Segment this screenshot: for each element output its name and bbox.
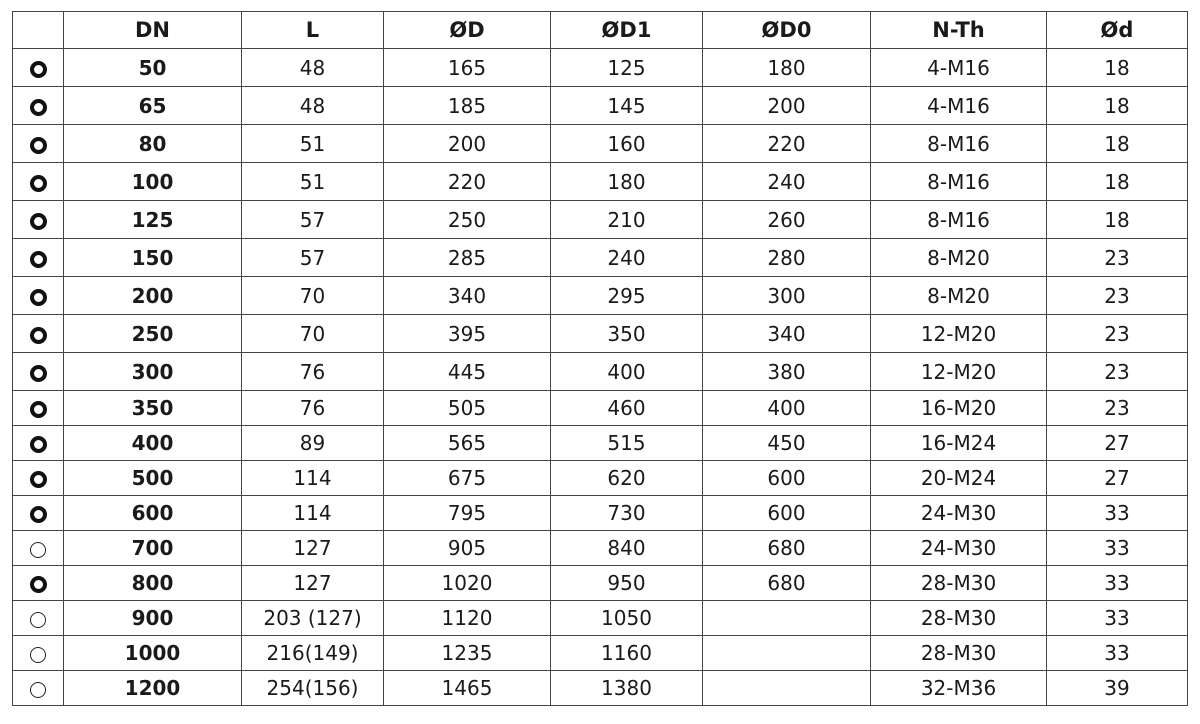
- cell-marker: [13, 277, 64, 315]
- cell-marker: [13, 636, 64, 671]
- cell-nth: 8-M20: [871, 277, 1047, 315]
- cell-d: 285: [384, 239, 551, 277]
- cell-nth: 12-M20: [871, 353, 1047, 391]
- filled-circle-icon: [30, 289, 47, 306]
- cell-nth: 8-M16: [871, 201, 1047, 239]
- cell-dn: 900: [64, 601, 242, 636]
- cell-marker: [13, 201, 64, 239]
- cell-dn: 300: [64, 353, 242, 391]
- table-row: [13, 239, 1188, 277]
- table-row: [13, 315, 1188, 353]
- cell-bolt-hole: 27: [1047, 426, 1188, 461]
- cell-nth: 28-M30: [871, 566, 1047, 601]
- hollow-circle-icon: [30, 682, 46, 698]
- filled-circle-icon: [30, 576, 47, 593]
- cell-d: 1465: [384, 671, 551, 706]
- cell-l: 203 (127): [242, 601, 384, 636]
- cell-bolt-hole: 23: [1047, 239, 1188, 277]
- cell-l: 57: [242, 239, 384, 277]
- cell-d: 220: [384, 163, 551, 201]
- header-marker: [13, 12, 64, 49]
- flange-dimension-table: [12, 11, 1188, 706]
- cell-d: 505: [384, 391, 551, 426]
- cell-bolt-hole: 23: [1047, 315, 1188, 353]
- cell-dn: 500: [64, 461, 242, 496]
- cell-nth: 20-M24: [871, 461, 1047, 496]
- cell-d0: 680: [703, 531, 871, 566]
- cell-d1: 400: [551, 353, 703, 391]
- cell-d1: 210: [551, 201, 703, 239]
- filled-circle-icon: [30, 175, 47, 192]
- cell-bolt-hole: 33: [1047, 496, 1188, 531]
- filled-circle-icon: [30, 506, 47, 523]
- cell-d0: 200: [703, 87, 871, 125]
- cell-l: 89: [242, 426, 384, 461]
- cell-l: 48: [242, 49, 384, 87]
- cell-d1: 730: [551, 496, 703, 531]
- cell-bolt-hole: 18: [1047, 125, 1188, 163]
- filled-circle-icon: [30, 251, 47, 268]
- cell-marker: [13, 426, 64, 461]
- cell-l: 51: [242, 163, 384, 201]
- cell-bolt-hole: 33: [1047, 601, 1188, 636]
- cell-bolt-hole: 18: [1047, 201, 1188, 239]
- cell-d1: 1050: [551, 601, 703, 636]
- table-row: [13, 353, 1188, 391]
- cell-d: 250: [384, 201, 551, 239]
- cell-dn: 65: [64, 87, 242, 125]
- cell-l: 127: [242, 531, 384, 566]
- filled-circle-icon: [30, 137, 47, 154]
- cell-marker: [13, 239, 64, 277]
- cell-nth: 24-M30: [871, 496, 1047, 531]
- table-row: [13, 87, 1188, 125]
- header-nth: N-Th: [871, 12, 1047, 49]
- cell-l: 114: [242, 496, 384, 531]
- cell-d1: 840: [551, 531, 703, 566]
- cell-dn: 50: [64, 49, 242, 87]
- cell-dn: 80: [64, 125, 242, 163]
- cell-nth: 16-M24: [871, 426, 1047, 461]
- cell-bolt-hole: 23: [1047, 391, 1188, 426]
- hollow-circle-icon: [30, 612, 46, 628]
- cell-d: 795: [384, 496, 551, 531]
- cell-d0: 280: [703, 239, 871, 277]
- cell-l: 127: [242, 566, 384, 601]
- cell-d: 565: [384, 426, 551, 461]
- cell-bolt-hole: 18: [1047, 163, 1188, 201]
- cell-l: 216(149): [242, 636, 384, 671]
- table-row: [13, 566, 1188, 601]
- cell-d0: 240: [703, 163, 871, 201]
- cell-l: 57: [242, 201, 384, 239]
- cell-dn: 700: [64, 531, 242, 566]
- cell-d0: 180: [703, 49, 871, 87]
- table-row: [13, 461, 1188, 496]
- cell-dn: 100: [64, 163, 242, 201]
- cell-marker: [13, 353, 64, 391]
- table-body: [13, 49, 1188, 706]
- cell-nth: 8-M16: [871, 163, 1047, 201]
- header-d: ØD: [384, 12, 551, 49]
- cell-marker: [13, 315, 64, 353]
- cell-marker: [13, 566, 64, 601]
- filled-circle-icon: [30, 471, 47, 488]
- cell-d: 905: [384, 531, 551, 566]
- cell-nth: 4-M16: [871, 87, 1047, 125]
- cell-dn: 1200: [64, 671, 242, 706]
- cell-d: 1235: [384, 636, 551, 671]
- cell-bolt-hole: 18: [1047, 87, 1188, 125]
- cell-d1: 145: [551, 87, 703, 125]
- cell-nth: 16-M20: [871, 391, 1047, 426]
- table-row: [13, 426, 1188, 461]
- cell-d1: 160: [551, 125, 703, 163]
- cell-dn: 400: [64, 426, 242, 461]
- filled-circle-icon: [30, 365, 47, 382]
- cell-l: 76: [242, 353, 384, 391]
- cell-d1: 350: [551, 315, 703, 353]
- cell-d: 200: [384, 125, 551, 163]
- cell-d: 395: [384, 315, 551, 353]
- header-bolt-hole: Ød: [1047, 12, 1188, 49]
- cell-dn: 800: [64, 566, 242, 601]
- cell-d0: 340: [703, 315, 871, 353]
- cell-bolt-hole: 33: [1047, 566, 1188, 601]
- cell-d1: 515: [551, 426, 703, 461]
- cell-marker: [13, 49, 64, 87]
- cell-nth: 8-M20: [871, 239, 1047, 277]
- cell-dn: 125: [64, 201, 242, 239]
- cell-d1: 950: [551, 566, 703, 601]
- cell-bolt-hole: 27: [1047, 461, 1188, 496]
- cell-dn: 250: [64, 315, 242, 353]
- cell-marker: [13, 496, 64, 531]
- cell-marker: [13, 601, 64, 636]
- cell-bolt-hole: 39: [1047, 671, 1188, 706]
- cell-d0: 220: [703, 125, 871, 163]
- table-row: [13, 391, 1188, 426]
- cell-d0: 400: [703, 391, 871, 426]
- cell-d1: 180: [551, 163, 703, 201]
- table-row: [13, 636, 1188, 671]
- cell-d0: 600: [703, 461, 871, 496]
- filled-circle-icon: [30, 327, 47, 344]
- table-row: [13, 125, 1188, 163]
- cell-marker: [13, 391, 64, 426]
- cell-d0: [703, 671, 871, 706]
- cell-nth: 32-M36: [871, 671, 1047, 706]
- cell-dn: 350: [64, 391, 242, 426]
- cell-l: 70: [242, 315, 384, 353]
- cell-nth: 24-M30: [871, 531, 1047, 566]
- cell-l: 70: [242, 277, 384, 315]
- cell-d1: 1380: [551, 671, 703, 706]
- cell-d0: [703, 601, 871, 636]
- filled-circle-icon: [30, 99, 47, 116]
- table-row: [13, 49, 1188, 87]
- cell-d0: 260: [703, 201, 871, 239]
- filled-circle-icon: [30, 213, 47, 230]
- cell-l: 254(156): [242, 671, 384, 706]
- cell-marker: [13, 461, 64, 496]
- cell-d: 1020: [384, 566, 551, 601]
- cell-l: 76: [242, 391, 384, 426]
- cell-d0: 300: [703, 277, 871, 315]
- cell-dn: 1000: [64, 636, 242, 671]
- cell-nth: 4-M16: [871, 49, 1047, 87]
- cell-l: 51: [242, 125, 384, 163]
- table-row: [13, 531, 1188, 566]
- table-row: [13, 496, 1188, 531]
- header-d0: ØD0: [703, 12, 871, 49]
- cell-d1: 125: [551, 49, 703, 87]
- cell-bolt-hole: 33: [1047, 531, 1188, 566]
- header-dn: DN: [64, 12, 242, 49]
- cell-d1: 460: [551, 391, 703, 426]
- cell-nth: 28-M30: [871, 636, 1047, 671]
- cell-d1: 620: [551, 461, 703, 496]
- cell-d: 675: [384, 461, 551, 496]
- table-row: [13, 671, 1188, 706]
- cell-dn: 150: [64, 239, 242, 277]
- cell-nth: 8-M16: [871, 125, 1047, 163]
- cell-d1: 1160: [551, 636, 703, 671]
- filled-circle-icon: [30, 436, 47, 453]
- header-row: [13, 12, 1188, 49]
- cell-marker: [13, 163, 64, 201]
- cell-d0: 380: [703, 353, 871, 391]
- cell-nth: 12-M20: [871, 315, 1047, 353]
- cell-bolt-hole: 23: [1047, 277, 1188, 315]
- cell-l: 48: [242, 87, 384, 125]
- table-row: [13, 277, 1188, 315]
- filled-circle-icon: [30, 401, 47, 418]
- cell-dn: 600: [64, 496, 242, 531]
- cell-dn: 200: [64, 277, 242, 315]
- cell-d: 185: [384, 87, 551, 125]
- header-d1: ØD1: [551, 12, 703, 49]
- cell-bolt-hole: 23: [1047, 353, 1188, 391]
- cell-d1: 240: [551, 239, 703, 277]
- table-row: [13, 201, 1188, 239]
- header-l: L: [242, 12, 384, 49]
- cell-marker: [13, 87, 64, 125]
- cell-marker: [13, 671, 64, 706]
- cell-marker: [13, 531, 64, 566]
- cell-bolt-hole: 18: [1047, 49, 1188, 87]
- cell-d: 445: [384, 353, 551, 391]
- cell-d1: 295: [551, 277, 703, 315]
- cell-d0: 680: [703, 566, 871, 601]
- cell-d: 340: [384, 277, 551, 315]
- cell-bolt-hole: 33: [1047, 636, 1188, 671]
- cell-d0: 600: [703, 496, 871, 531]
- hollow-circle-icon: [30, 647, 46, 663]
- cell-marker: [13, 125, 64, 163]
- cell-l: 114: [242, 461, 384, 496]
- cell-nth: 28-M30: [871, 601, 1047, 636]
- filled-circle-icon: [30, 61, 47, 78]
- cell-d: 1120: [384, 601, 551, 636]
- cell-d0: [703, 636, 871, 671]
- hollow-circle-icon: [30, 542, 46, 558]
- cell-d: 165: [384, 49, 551, 87]
- table-row: [13, 601, 1188, 636]
- cell-d0: 450: [703, 426, 871, 461]
- table-row: [13, 163, 1188, 201]
